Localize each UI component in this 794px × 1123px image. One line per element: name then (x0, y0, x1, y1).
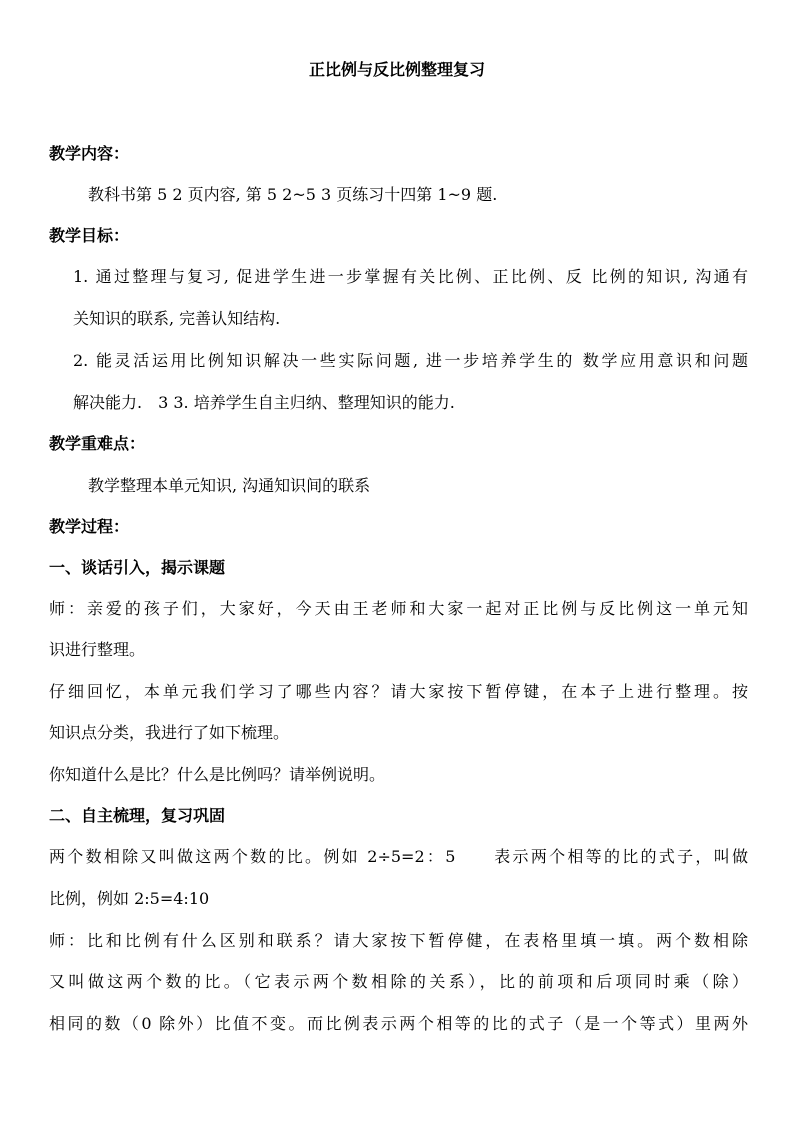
paragraph-1-line-1: 师：亲爱的孩子们，大家好，今天由王老师和大家一起对正比例与反比例这一单元知 (49, 599, 748, 618)
content-text: 教科书第 5 2 页内容, 第 5 2~5 3 页练习十四第 1~9 题. (88, 185, 498, 204)
paragraph-5-line-1: 师：比和比例有什么区别和联系？请大家按下暂停健，在表格里填一填。两个数相除 (49, 931, 748, 950)
process-heading: 教学过程： (49, 517, 130, 536)
goal-2-line-2: 解决能力. 3 3. 培养学生自主归纳、整理知识的能力. (73, 393, 455, 412)
goals-heading: 教学目标： (49, 226, 130, 245)
paragraph-5-line-2: 又叫做这两个数的比。（它表示两个数相除的关系），比的前项和后项同时乘（除） (49, 972, 748, 991)
part-2-heading: 二、自主梳理，复习巩固 (49, 806, 226, 825)
difficulty-heading: 教学重难点： (49, 434, 146, 453)
paragraph-5-line-3: 相同的数（0 除外）比值不变。而比例表示两个相等的比的式子（是一个等式）里两外 (49, 1014, 748, 1033)
paragraph-4-line-1: 两个数相除又叫做这两个数的比。例如 2÷5=2：5 表示两个相等的比的式子，叫做 (49, 847, 748, 866)
goal-1-line-1: 1. 通过整理与复习, 促进学生进一步掌握有关比例、正比例、反 比例的知识, 沟通有 (73, 267, 748, 286)
document-title: 正比例与反比例整理复习 (308, 60, 485, 79)
paragraph-4-line-2: 比例，例如 2:5=4:10 (49, 889, 210, 908)
goal-2-line-1: 2. 能灵活运用比例知识解决一些实际问题, 进一步培养学生的 数学应用意识和问题 (73, 351, 748, 370)
paragraph-3-line-1: 你知道什么是比？什么是比例吗？请举例说明。 (49, 765, 386, 784)
content-heading: 教学内容： (49, 144, 130, 163)
paragraph-2-line-1: 仔细回忆，本单元我们学习了哪些内容？请大家按下暂停键，在本子上进行整理。按 (49, 682, 748, 701)
part-1-heading: 一、谈话引入，揭示课题 (49, 558, 226, 577)
paragraph-1-line-2: 识进行整理。 (49, 640, 146, 659)
paragraph-2-line-2: 知识点分类，我进行了如下梳理。 (49, 723, 290, 742)
difficulty-text: 教学整理本单元知识, 沟通知识间的联系 (88, 476, 371, 495)
goal-1-line-2: 关知识的联系, 完善认知结构. (73, 309, 281, 328)
